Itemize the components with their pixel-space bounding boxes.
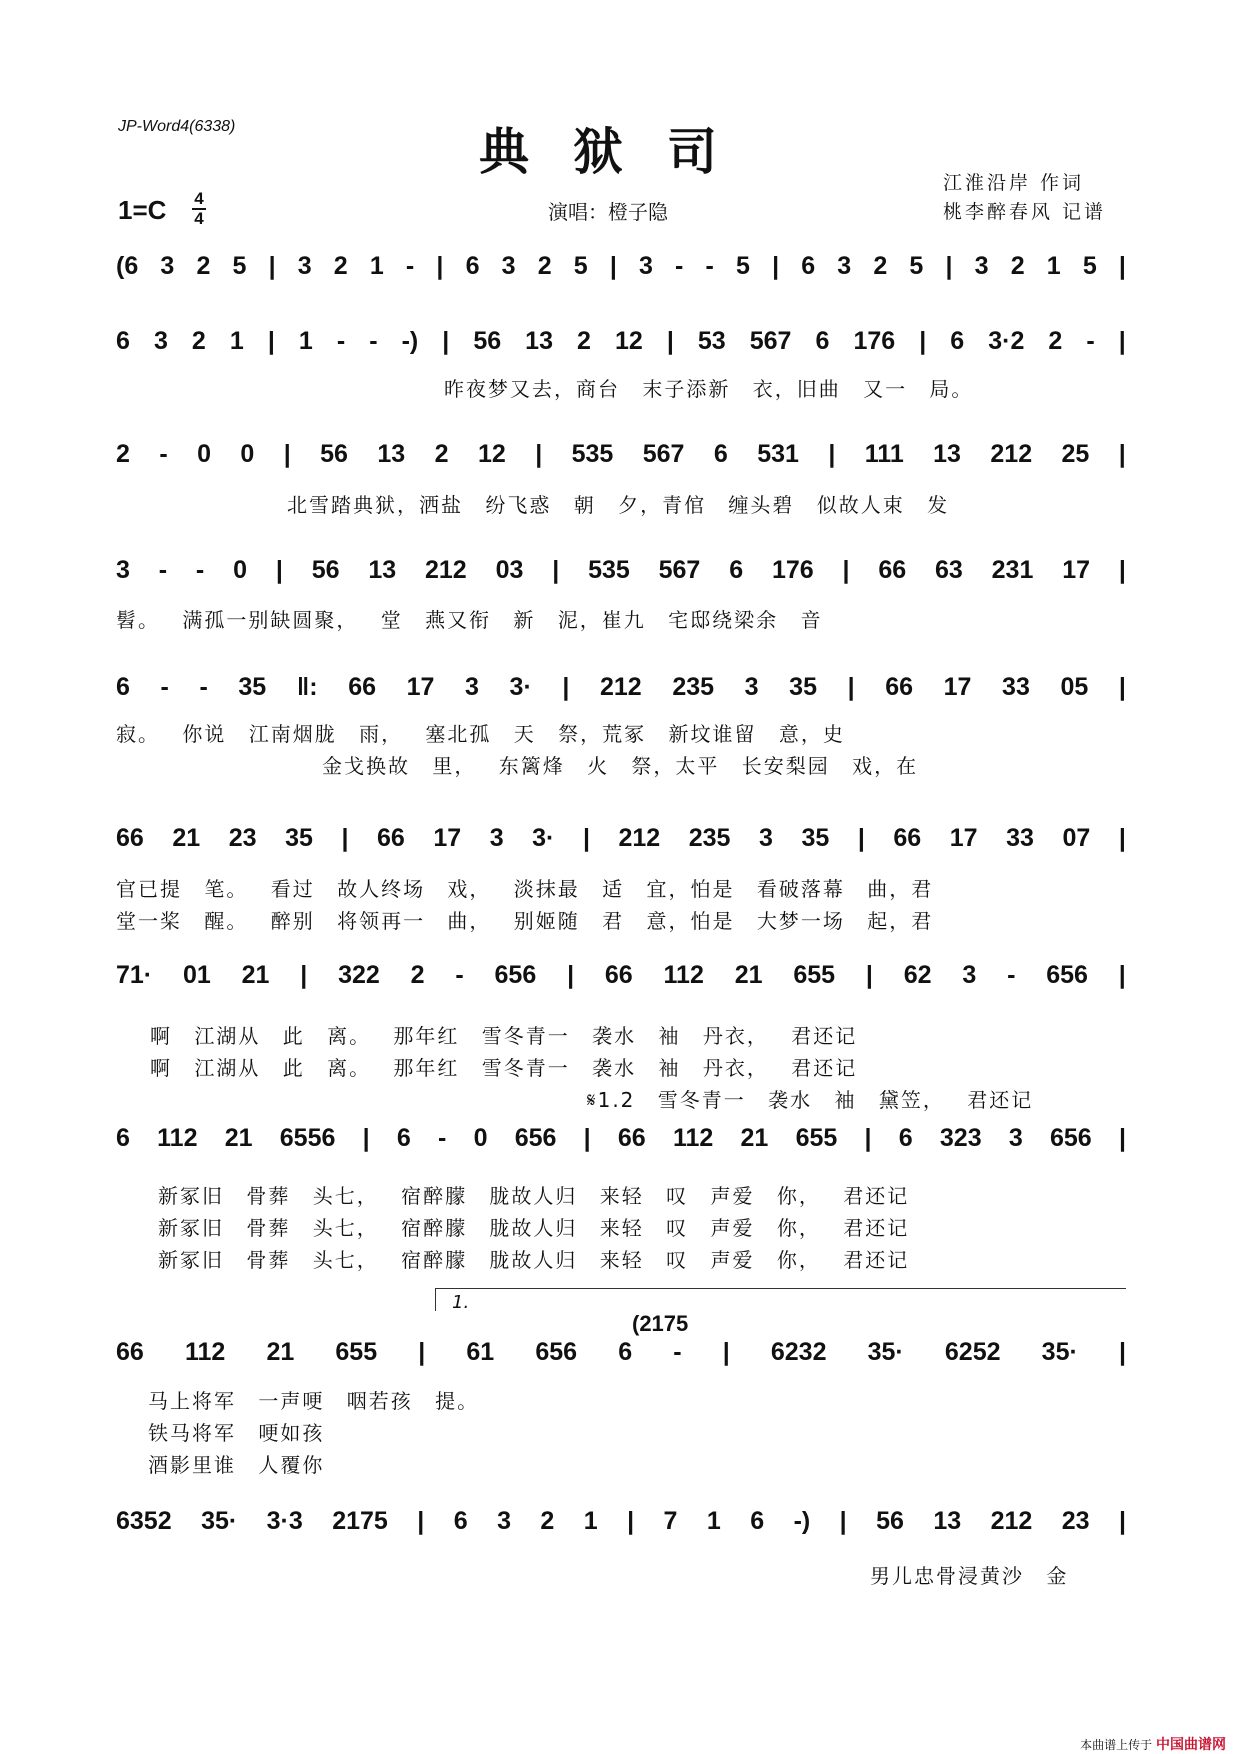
note-group: 6 xyxy=(116,673,130,701)
lyric-line xyxy=(150,1020,1126,1049)
lyric-text: 北雪踏典狱，洒盐 纷飞惑 朝 夕，青倌 缠头碧 似故人束 发 xyxy=(287,493,950,517)
barline: | xyxy=(609,252,617,280)
barline: | xyxy=(666,327,674,355)
note-group: 33 xyxy=(1006,824,1034,852)
note-group: 567 xyxy=(658,556,701,584)
barline: | xyxy=(842,556,850,584)
lyric-line xyxy=(116,873,1126,902)
barline: | xyxy=(1118,252,1126,280)
notation-row xyxy=(116,1124,1126,1153)
note-group: 112 xyxy=(184,1338,226,1366)
note-group: 235 xyxy=(672,673,715,701)
note-group: 656 xyxy=(1049,1124,1092,1152)
lyric-line xyxy=(158,1212,1126,1241)
note-group: 655 xyxy=(335,1338,378,1366)
barline: | xyxy=(436,252,444,280)
note-group: - xyxy=(195,556,205,584)
note-group: 567 xyxy=(642,440,685,468)
note-group: - xyxy=(675,252,684,280)
note-group: 56 xyxy=(311,556,340,584)
note-group: 1 xyxy=(298,327,313,355)
time-signature xyxy=(192,190,206,228)
note-group: 0 xyxy=(240,440,255,468)
note-group: - xyxy=(336,327,346,355)
note-group: 6 xyxy=(116,1124,130,1152)
note-group: -) xyxy=(793,1507,811,1535)
note-group: 323 xyxy=(939,1124,982,1152)
barline: ‖: xyxy=(296,673,318,701)
note-group: 35 xyxy=(285,824,313,852)
barline: | xyxy=(828,440,836,468)
lyric-line xyxy=(158,1244,1126,1273)
notation-row xyxy=(116,327,1126,356)
note-group: - xyxy=(673,1338,682,1366)
note-group: - xyxy=(160,673,169,701)
notation-row xyxy=(116,824,1126,853)
lyric-line xyxy=(587,1084,1126,1113)
note-group: 3·3 xyxy=(266,1507,303,1535)
note-group: 66 xyxy=(885,673,914,701)
note-group: 535 xyxy=(571,440,614,468)
note-group: 66 xyxy=(617,1124,646,1152)
notation-row xyxy=(116,1507,1126,1536)
note-group: 6 xyxy=(729,556,744,584)
note-group: - xyxy=(438,1124,447,1152)
barline: | xyxy=(1119,1507,1126,1535)
barline: | xyxy=(1118,824,1126,852)
note-group: 112 xyxy=(157,1124,198,1152)
notation-row xyxy=(116,961,1126,990)
note-group: 3 xyxy=(962,961,977,989)
notation-row xyxy=(116,673,1126,702)
note-group: 03 xyxy=(495,556,524,584)
lyric-line xyxy=(148,1417,1126,1446)
barline: | xyxy=(567,961,575,989)
note-group: 535 xyxy=(588,556,630,584)
note-group: 66 xyxy=(376,824,405,852)
note-group: 112 xyxy=(663,961,704,989)
note-group: 12 xyxy=(477,440,506,468)
note-group: 6556 xyxy=(279,1124,336,1152)
note-group: 1 xyxy=(1046,252,1061,280)
lyric-line xyxy=(870,1560,1130,1589)
note-group: 6 xyxy=(815,327,830,355)
note-group: 5 xyxy=(1082,252,1097,280)
note-group: 2 xyxy=(1048,327,1063,355)
note-group: 2 xyxy=(540,1507,555,1535)
barline: | xyxy=(300,961,308,989)
barline: | xyxy=(864,1124,872,1152)
note-group: 1 xyxy=(229,327,244,355)
barline: | xyxy=(417,1507,425,1535)
note-group: - xyxy=(199,673,208,701)
note-group: 3· xyxy=(509,673,532,701)
note-group: 61 xyxy=(466,1338,495,1366)
note-group: 17 xyxy=(1062,556,1091,584)
note-group: 3 xyxy=(759,824,773,852)
note-group: 1 xyxy=(583,1507,598,1535)
lyric-text: 𝄋1.2 雪冬青一 袭水 袖 黛笠， 君还记 xyxy=(587,1088,1034,1112)
lyric-text: 新冢旧 骨葬 头七， 宿醉朦 胧故人归 来轻 叹 声爱 你， 君还记 xyxy=(158,1248,910,1272)
note-group: - xyxy=(1086,327,1095,355)
note-group: 3 xyxy=(116,556,130,584)
lyric-text: 官已提 笔。 看过 故人终场 戏， 淡抹最 适 宜，怕是 看破落幕 曲，君 xyxy=(116,877,934,901)
barline: | xyxy=(418,1338,426,1366)
lyric-line xyxy=(150,1052,1126,1081)
lyric-text: 新冢旧 骨葬 头七， 宿醉朦 胧故人归 来轻 叹 声爱 你， 君还记 xyxy=(158,1184,910,1208)
barline: | xyxy=(722,1338,730,1366)
note-group: 3 xyxy=(744,673,759,701)
barline: | xyxy=(1118,327,1126,355)
lyric-line xyxy=(444,373,1126,402)
first-ending-notes: (2175 xyxy=(632,1311,689,1336)
note-group: 1 xyxy=(369,252,384,280)
lyric-text: 新冢旧 骨葬 头七， 宿醉朦 胧故人归 来轻 叹 声爱 你， 君还记 xyxy=(158,1216,910,1240)
note-group: 66 xyxy=(116,1338,144,1366)
lyric-text: 寂。 你说 江南烟胧 雨， 塞北孤 天 祭，荒冢 新坟谁留 意，史 xyxy=(116,722,845,746)
note-group: 5 xyxy=(909,252,924,280)
note-group: 655 xyxy=(795,1124,838,1152)
note-group: 1 xyxy=(706,1507,721,1535)
note-group: 212 xyxy=(618,824,661,852)
note-group: 66 xyxy=(878,556,907,584)
note-group: 62 xyxy=(903,961,932,989)
software-label: JP-Word4(6338) xyxy=(118,118,236,135)
note-group: 0 xyxy=(473,1124,488,1152)
barline: | xyxy=(552,556,560,584)
barline: | xyxy=(1118,1338,1126,1366)
barline: | xyxy=(268,252,276,280)
note-group: 6232 xyxy=(770,1338,827,1366)
note-group: 07 xyxy=(1062,824,1091,852)
lyric-text: 髫。 满孤一别缺圆聚， 堂 燕又衔 新 泥，崔九 宅邸绕梁余 音 xyxy=(116,608,823,632)
note-group: 6 xyxy=(465,252,480,280)
note-group: (6 xyxy=(116,252,139,280)
lyric-text: 金戈换故 里， 东篱烽 火 祭，太平 长安梨园 戏，在 xyxy=(322,754,919,778)
note-group: 2 xyxy=(196,252,211,280)
first-ending-bracket xyxy=(435,1288,1126,1311)
note-group: 2175 xyxy=(332,1507,388,1535)
barline: | xyxy=(1118,1124,1126,1152)
note-group: 531 xyxy=(757,440,799,468)
barline: | xyxy=(1118,673,1126,701)
note-group: 656 xyxy=(494,961,537,989)
note-group: 6 xyxy=(713,440,728,468)
note-group: 176 xyxy=(853,327,896,355)
note-group: 212 xyxy=(425,556,467,584)
note-group: 21 xyxy=(224,1124,253,1152)
barline: | xyxy=(847,673,855,701)
lyric-line xyxy=(116,604,1126,633)
note-group: 567 xyxy=(749,327,792,355)
note-group: 212 xyxy=(600,673,642,701)
note-group: 6 xyxy=(750,1507,765,1535)
note-group: 53 xyxy=(697,327,726,355)
barline: | xyxy=(562,673,570,701)
note-group: - xyxy=(405,252,415,280)
lyric-text: 昨夜梦又去，商台 末子添新 衣，旧曲 又一 局。 xyxy=(444,377,974,401)
footer-watermark xyxy=(1080,1734,1226,1754)
note-group: 6 xyxy=(396,1124,411,1152)
note-group: 5 xyxy=(232,252,247,280)
notation-row xyxy=(116,1338,1126,1367)
footer-uploaded: 本曲谱上传于 xyxy=(1080,1738,1153,1752)
note-group: - xyxy=(1007,961,1016,989)
barline: | xyxy=(627,1507,635,1535)
note-group: 13 xyxy=(933,1507,962,1535)
note-group: 66 xyxy=(893,824,922,852)
lyric-text: 铁马将军 哽如孩 xyxy=(148,1421,325,1445)
note-group: 322 xyxy=(338,961,380,989)
note-group: 6 xyxy=(801,252,816,280)
note-group: 13 xyxy=(377,440,406,468)
barline: | xyxy=(362,1124,370,1152)
time-numerator: 4 xyxy=(194,189,204,208)
note-group: 35· xyxy=(867,1338,904,1366)
note-group: 231 xyxy=(991,556,1034,584)
note-group: 112 xyxy=(672,1124,714,1152)
note-group: 17 xyxy=(433,824,462,852)
barline: | xyxy=(857,824,865,852)
notation-row xyxy=(116,440,1126,469)
note-group: 656 xyxy=(1046,961,1088,989)
barline: | xyxy=(275,556,283,584)
barline: | xyxy=(442,327,450,355)
note-group: -) xyxy=(401,327,419,355)
note-group: 35· xyxy=(1041,1338,1078,1366)
note-group: 56 xyxy=(473,327,502,355)
lyric-text: 酒影里谁 人覆你 xyxy=(148,1453,325,1477)
note-group: 63 xyxy=(935,556,963,584)
note-group: 656 xyxy=(514,1124,557,1152)
notation-row xyxy=(116,556,1126,585)
note-group: - xyxy=(369,327,378,355)
footer-site: 中国曲谱网 xyxy=(1156,1737,1226,1753)
note-group: 212 xyxy=(990,1507,1033,1535)
note-group: 2 xyxy=(434,440,449,468)
barline: | xyxy=(945,252,953,280)
note-group: 17 xyxy=(406,673,435,701)
note-group: 23 xyxy=(1061,1507,1090,1535)
lyric-line xyxy=(287,489,1126,518)
barline: | xyxy=(267,327,275,355)
note-group: 5 xyxy=(736,252,750,280)
note-group: 56 xyxy=(320,440,348,468)
first-ending-label: 1. xyxy=(452,1292,470,1313)
note-group: 3 xyxy=(465,673,479,701)
barline: | xyxy=(535,440,543,468)
note-group: 66 xyxy=(604,961,633,989)
note-group: - xyxy=(455,961,464,989)
note-group: 6 xyxy=(116,327,130,355)
lyricist-credit: 江淮沿岸 作词 xyxy=(943,172,1085,194)
note-group: 13 xyxy=(368,556,397,584)
note-group: 3 xyxy=(501,252,516,280)
barline: | xyxy=(283,440,291,468)
note-group: 2 xyxy=(537,252,552,280)
note-group: 35 xyxy=(238,673,267,701)
note-group: 2 xyxy=(333,252,348,280)
note-group: 3 xyxy=(489,824,504,852)
note-group: 3 xyxy=(497,1507,511,1535)
note-group: 71· xyxy=(116,961,153,989)
time-denominator: 4 xyxy=(194,209,204,228)
note-group: 33 xyxy=(1002,673,1030,701)
note-group: 17 xyxy=(943,673,972,701)
note-group: 655 xyxy=(793,961,836,989)
note-group: 66 xyxy=(116,824,144,852)
note-group: 21 xyxy=(241,961,270,989)
singer-credit: 演唱：橙子隐 xyxy=(548,200,668,224)
note-group: 01 xyxy=(182,961,211,989)
note-group: 7 xyxy=(663,1507,678,1535)
note-group: 12 xyxy=(614,327,643,355)
note-group: 6 xyxy=(618,1338,633,1366)
note-group: 3 xyxy=(638,252,653,280)
notation-row xyxy=(116,252,1126,281)
note-group: 23 xyxy=(228,824,257,852)
key-signature: 1=C xyxy=(118,195,167,225)
barline: | xyxy=(1118,556,1126,584)
lyric-line xyxy=(116,905,1126,934)
barline: | xyxy=(583,1124,591,1152)
barline: | xyxy=(919,327,927,355)
note-group: 656 xyxy=(535,1338,578,1366)
note-group: 3 xyxy=(160,252,175,280)
barline: | xyxy=(772,252,780,280)
note-group: 13 xyxy=(525,327,553,355)
note-group: 6252 xyxy=(944,1338,1001,1366)
lyric-line xyxy=(148,1449,1126,1478)
note-group: 6 xyxy=(453,1507,468,1535)
lyric-line xyxy=(148,1385,1126,1414)
note-group: 235 xyxy=(688,824,731,852)
note-group: 17 xyxy=(949,824,978,852)
note-group: 2 xyxy=(116,440,130,468)
song-title: 典狱司 xyxy=(479,122,761,181)
barline: | xyxy=(1118,440,1126,468)
note-group: - xyxy=(158,556,168,584)
note-group: 2 xyxy=(873,252,888,280)
note-group: 3 xyxy=(297,252,312,280)
note-group: 2 xyxy=(191,327,206,355)
note-group: 3 xyxy=(974,252,989,280)
note-group: 35· xyxy=(201,1507,238,1535)
note-group: 111 xyxy=(864,440,904,468)
note-group: 5 xyxy=(573,252,588,280)
barline: | xyxy=(582,824,590,852)
lyric-text: 男儿忠骨浸黄沙 金 xyxy=(870,1564,1069,1588)
note-group: 2 xyxy=(410,961,425,989)
barline: | xyxy=(341,824,349,852)
note-group: 212 xyxy=(990,440,1033,468)
note-group: 25 xyxy=(1061,440,1090,468)
note-group: 3· xyxy=(532,824,555,852)
note-group: 3 xyxy=(153,327,168,355)
note-group: - xyxy=(705,252,714,280)
note-group: 56 xyxy=(876,1507,904,1535)
lyric-text: 啊 江湖从 此 离。 那年红 雪冬青一 袭水 袖 丹衣， 君还记 xyxy=(150,1056,858,1080)
lyric-line xyxy=(322,750,1126,779)
note-group: 6 xyxy=(950,327,965,355)
barline: | xyxy=(865,961,873,989)
note-group: 2 xyxy=(577,327,591,355)
note-group: 21 xyxy=(266,1338,295,1366)
note-group: 35 xyxy=(801,824,830,852)
lyric-line xyxy=(116,718,1126,747)
note-group: 35 xyxy=(789,673,817,701)
note-group: 21 xyxy=(734,961,763,989)
note-group: 6352 xyxy=(116,1507,172,1535)
note-group: 21 xyxy=(172,824,201,852)
note-group: 6 xyxy=(898,1124,913,1152)
note-group: 3 xyxy=(837,252,852,280)
barline: | xyxy=(839,1507,847,1535)
lyric-text: 马上将军 一声哽 咽若孩 提。 xyxy=(148,1389,480,1413)
note-group: 66 xyxy=(348,673,376,701)
note-group: 176 xyxy=(771,556,814,584)
barline: | xyxy=(1118,961,1126,989)
note-group: 13 xyxy=(933,440,961,468)
note-group: 0 xyxy=(233,556,247,584)
lyric-text: 堂一桨 醒。 醉别 将领再一 曲， 别姬随 君 意，怕是 大梦一场 起，君 xyxy=(116,909,934,933)
note-group: - xyxy=(159,440,168,468)
note-group: 05 xyxy=(1060,673,1089,701)
note-group: 3 xyxy=(1008,1124,1023,1152)
note-group: 2 xyxy=(1010,252,1025,280)
note-group: 0 xyxy=(197,440,211,468)
note-group: 21 xyxy=(740,1124,769,1152)
note-group: 3·2 xyxy=(988,327,1025,355)
lyric-line xyxy=(158,1180,1126,1209)
lyric-text: 啊 江湖从 此 离。 那年红 雪冬青一 袭水 袖 丹衣， 君还记 xyxy=(150,1024,858,1048)
transcriber-credit: 桃李醉春风 记谱 xyxy=(943,201,1107,223)
